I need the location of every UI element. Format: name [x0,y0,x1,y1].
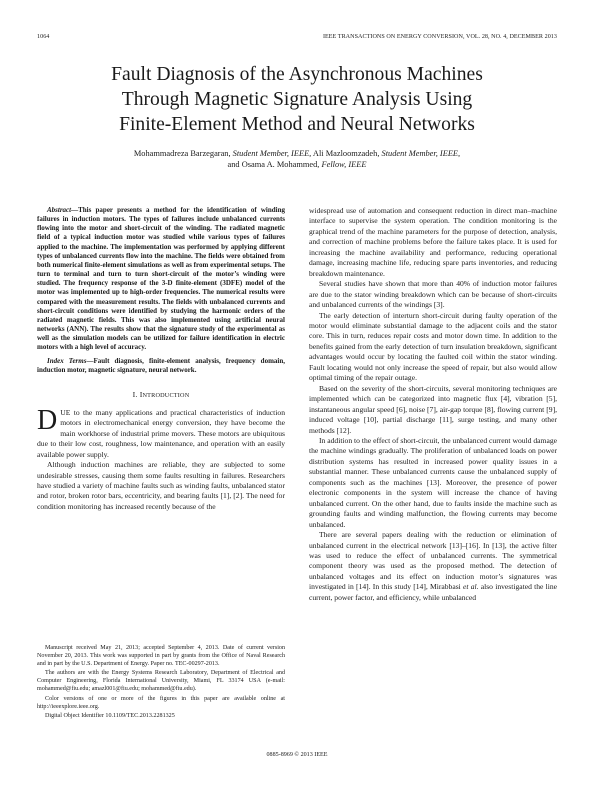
author-list [40,148,554,171]
page-number: 1064 [37,34,50,40]
intro-paragraph-2: Although induction machines are reliable, they are subjected to some undesirable stresses, causing them some faults resulting in failures. Researchers have studied a variety of machine faults such as winding faults, unbalanced stator and rotor, broken rotor bars, eccentricity, and bearing faults [1], [2]. The need for condition monitoring has increased recently because of the [37,460,285,511]
right-p6-text-a: There are several papers dealing with the reduction or elimination of unbalanced current in the electrical network [13]–[16]. In [13], the active filter was used to reduce the effect of unbalanced currents. The symmetrical component theory was used as the proposed method. The detection of unbalanced voltages and its effect on induction motor’s signatures was investigated in [14]. In this study [14], Mirabbasi [309,530,557,592]
title-line-2: Through Magnetic Signature Analysis Using [121,89,473,110]
right-p6-text-b: also investigated the line current, power factor, and efficiency, while unbalanced [309,582,558,602]
right-paragraph-5: In addition to the effect of short-circuit, the unbalanced current would damage the machine windings gradually. The proliferation of unbalanced loads on power distribution systems has resulted in increased power quality issues in a substantial manner. These unbalanced currents cause the unbalanced supply of components such as the machines [13]. Moreover, the presence of power electronic components in the system will increase the chance of having unbalanced current. On the other hand, due to faults inside the machine such as grounding faults and winding malfunction, the flowing currents may become unbalanced. [309,435,557,529]
intro-p1-text: UE to the many applications and practical characteristics of induction motors in electromechanical energy conversion, they have become the main workhorse of industrial prime movers. These motors are ubiquitous due to their low cost, roughness, low maintenance, and operation with an easily available power supply. [37,407,285,459]
section-title: NTRODUCTION [142,391,190,399]
footnote-doi: Digital Object Identifier 10.1109/TEC.2013.2281325 [45,712,175,719]
author-2-name: Ali Mazloomzadeh, [312,149,380,158]
title-line-3: Finite-Element Method and Neural Networks [119,114,475,135]
title-line-1: Fault Diagnosis of the Asynchronous Machines [111,64,483,85]
author-3-name: and Osama A. Mohammed, [227,160,320,170]
footnote-affiliation: The authors are with the Energy Systems Research Laboratory, Department of Electrical and Computer Engineering, Florida International University, Miami, FL 33174 USA (e-mail: mohammed@fiu.edu; amazl001@fiu.edu; mohammed@fiu.edu). [37,670,285,693]
footnote-manuscript: Manuscript received May 21, 2013; accepted September 4, 2013. Date of current version November 20, 2013. This work was supported in part by grants from the Office of Naval Research and in part by the U.S. Department of Energy. Paper no. TEC-00297-2013. [37,645,285,668]
journal-header: IEEE TRANSACTIONS ON ENERGY CONVERSION, VOL. 28, NO. 4, DECEMBER 2013 [322,34,557,40]
right-paragraph-2: Several studies have shown that more than 40% of induction motor failures are due to the stator winding breakdown which can be because of short-circuits and unbalanced currents of the windings [3]. [309,279,557,310]
left-column [37,206,285,512]
drop-cap: D [37,404,58,436]
right-p6-etal: et al. [463,582,479,592]
section-numeral: I. I [132,389,143,399]
abstract [37,206,285,353]
intro-paragraph-1 [37,404,285,460]
copyright-notice: 0885-8969 © 2013 IEEE [266,752,328,758]
right-paragraph-4: Based on the severity of the short-circuits, several monitoring techniques are implemented which can be categorized into magnetic flux [4], vibration [5], instantaneous angular speed [6], noise [7], air-gap torque [8], flowing current [9], induced voltage [10], partial discharge [11], surge testing, and many other methods [12]. [309,383,557,435]
right-column [309,206,557,603]
footnote-color: Color versions of one or more of the figures in this paper are available online at http://ieeexplore.ieee.org. [37,695,285,710]
paper-title [40,62,554,137]
section-heading-introduction [37,390,285,401]
index-terms-label: Index Terms [47,356,87,365]
index-terms [37,357,285,375]
author-2-role: Student Member, IEEE, [381,149,461,158]
footnotes [37,644,285,721]
abstract-label: Abstract [47,206,72,214]
abstract-text: —This paper presents a method for the identification of winding failures in induction motors. The types of failures include unbalanced currents flowing into the motor and short-circuit of the winding. The radiated magnetic field of a typical induction motor was studied while various types of failures applied to the machine. The implementation was performed by applying different types of unbalanced currents flow into the machine. The fields were obtained from both numerical finite-element simulations as well as from experimental setups. The turn to terminal and turn to turn short-circuit of the motor’s winding were studied. The frequency response of the 3-D finite-element (3DFE) model of the motor was implemented up to high-order frequencies. The numerical results were compared with the measurement results. The fields with unbalanced currents and short-circuit conditions were identified by studying the harmonic orders of the radiated magnetic fields. This was also implemented using artificial neural networks (ANN). The results show that the signature study of the experimental as well as the simulation models can be utilized for failure identification in electric motors with a high level of accuracy. [37,206,285,352]
author-3-role: Fellow, IEEE [321,160,367,170]
right-paragraph-6 [309,530,557,603]
right-paragraph-1: widespread use of automation and consequent reduction in direct man–machine interface to supervise the system operation. The condition monitoring is the graphical trend of the machine parameters for the purpose of detection, analysis, and correction of machine problems before the failure takes place. It is used for increasing the machine availability and performance, reducing operational damage, increasing machine life, reducing spare parts inventories, and reducing breakdown maintenance. [309,206,557,278]
index-terms-text: —Fault diagnosis, finite-element analysis, frequency domain, induction motor, magnetic signature, neural network. [37,356,285,374]
author-1-role: Student Member, IEEE, [232,149,312,158]
author-1-name: Mohammadreza Barzegaran, [133,149,231,158]
right-paragraph-3: The early detection of interturn short-circuit during faulty operation of the motor would eliminate substantial damage to the adjacent coils and the stator core. This in turn, reduces repair costs and motor down time. In addition to the benefits gained from the early detection of turn insulation breakdown, significant advantages would occur by locating the faulted coil within the stator winding. Fault locating would not only increase the speed of repair, but also would allow optimal timing of the repair outage. [309,310,557,383]
